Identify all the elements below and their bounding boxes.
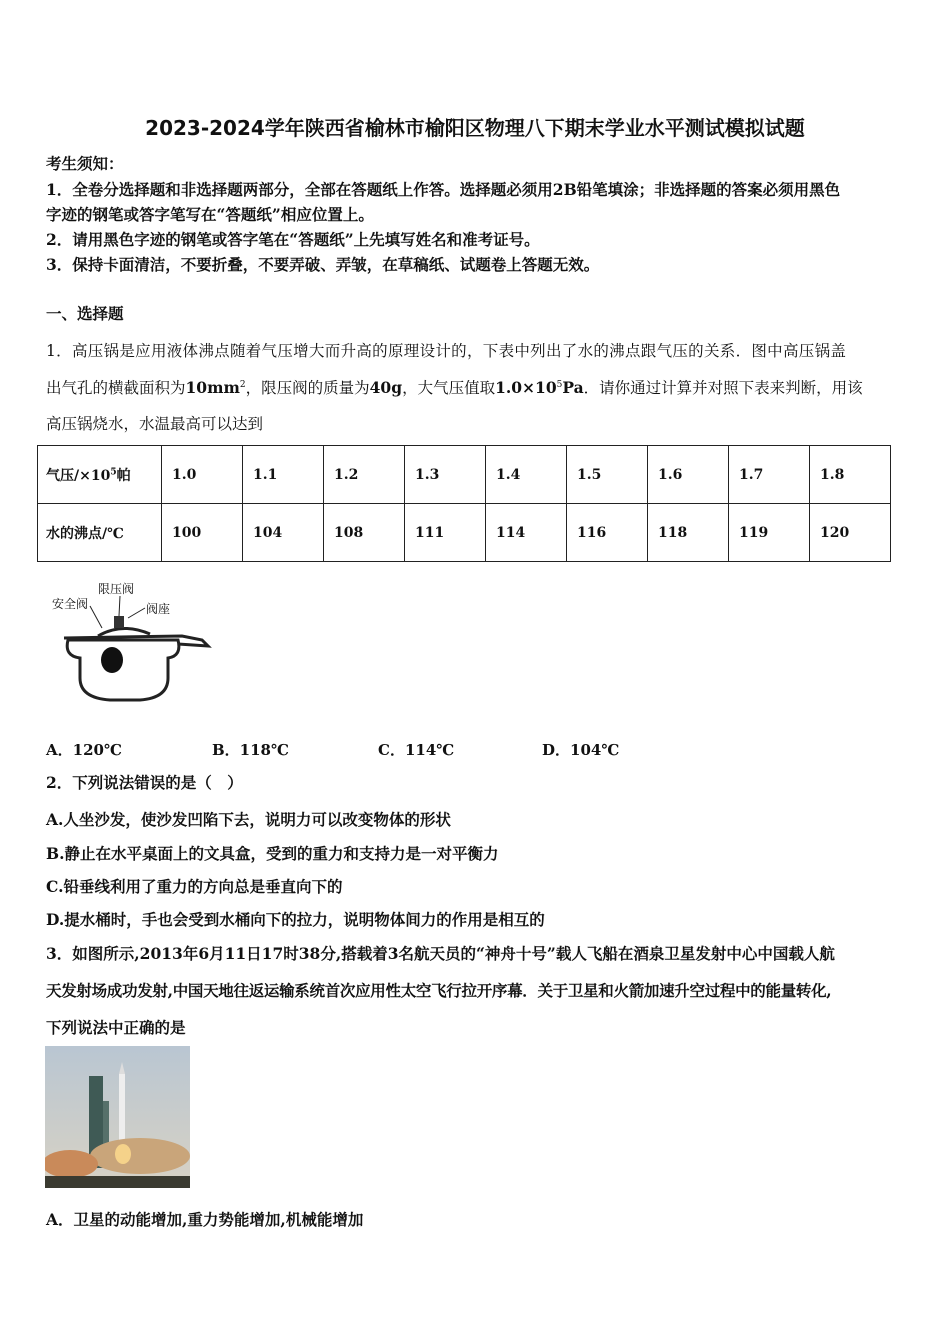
rocket-launch-icon	[45, 1046, 190, 1188]
cell: 116	[567, 504, 648, 562]
table-row	[38, 504, 891, 562]
cell: 119	[729, 504, 810, 562]
q1-stem-2	[46, 376, 863, 398]
cell: 1.2	[324, 446, 405, 504]
pressure-cooker-figure	[50, 578, 220, 708]
q2-option-b[interactable]: B.静止在水平桌面上的文具盒，受到的重力和支持力是一对平衡力	[46, 844, 499, 863]
text: ，限压阀的质量为	[245, 379, 370, 397]
rocket-launch-photo	[45, 1046, 190, 1188]
text: 帕	[116, 467, 131, 484]
cell: 1.5	[567, 446, 648, 504]
text: 出气孔的横截面积为	[46, 379, 186, 397]
pressure-value: 1.0×10	[495, 378, 557, 397]
cell: 1.8	[810, 446, 891, 504]
pressure-unit: Pa	[562, 378, 584, 397]
q1-stem: 1．高压锅是应用液体沸点随着气压增大而升高的原理设计的，下表中列出了水的沸点跟气压的关系．图中高压锅盖	[46, 342, 847, 360]
sup: 2	[239, 379, 246, 390]
q3-stem-2: 天发射场成功发射,中国天地往返运输系统首次应用性太空飞行拉开序幕．关于卫星和火箭加速升空过程中的能量转化,	[46, 981, 832, 1000]
cell: 108	[324, 504, 405, 562]
cell: 1.4	[486, 446, 567, 504]
q2-stem: 2．下列说法错误的是（ ）	[46, 773, 243, 792]
row-header: 水的沸点/℃	[38, 504, 162, 562]
q1-option-d[interactable]: D．104℃	[542, 741, 620, 759]
cell: 114	[486, 504, 567, 562]
q3-option-a[interactable]: A．卫星的动能增加,重力势能增加,机械能增加	[46, 1210, 364, 1229]
cell: 104	[243, 504, 324, 562]
q1-option-b[interactable]: B．118℃	[212, 741, 289, 759]
notice-item: 字迹的钢笔或答字笔写在“答题纸”相应位置上。	[46, 205, 374, 224]
q2-option-a[interactable]: A.人坐沙发，使沙发凹陷下去，说明力可以改变物体的形状	[46, 810, 451, 829]
cell: 100	[162, 504, 243, 562]
cell: 1.1	[243, 446, 324, 504]
text: ，大气压值取	[402, 379, 496, 397]
section-heading: 一、选择题	[46, 304, 124, 323]
mass-value: 40g	[369, 378, 403, 397]
cell: 118	[648, 504, 729, 562]
cell: 120	[810, 504, 891, 562]
q3-stem-3: 下列说法中正确的是	[46, 1018, 186, 1037]
text: 气压/×10	[46, 467, 111, 484]
q1-stem-3: 高压锅烧水，水温最高可以达到	[46, 415, 264, 433]
notice-heading: 考生须知：	[46, 154, 124, 173]
area-value: 10mm	[185, 378, 240, 397]
notice-item: 2．请用黑色字迹的钢笔或答字笔在“答题纸”上先填写姓名和准考证号。	[46, 230, 540, 249]
table-row	[38, 446, 891, 504]
label-valve-seat: 阀座	[146, 602, 171, 616]
sup: 5	[110, 466, 117, 477]
row-header	[38, 446, 162, 504]
sup: 5	[556, 379, 563, 390]
q1-option-c[interactable]: C．114℃	[378, 741, 455, 759]
notice-item: 3．保持卡面清洁，不要折叠，不要弄破、弄皱，在草稿纸、试题卷上答题无效。	[46, 255, 600, 274]
q3-stem: 3．如图所示,2013年6月11日17时38分,搭载着3名航天员的“神舟十号”载人飞船在酒泉卫星发射中心中国载人航	[46, 944, 835, 963]
label-limit-valve: 限压阀	[98, 582, 135, 596]
q1-option-a[interactable]: A．120℃	[46, 741, 122, 759]
label-safety-valve: 安全阀	[52, 597, 89, 611]
cell: 1.7	[729, 446, 810, 504]
cell: 1.3	[405, 446, 486, 504]
notice-item: 1．全卷分选择题和非选择题两部分，全部在答题纸上作答。选择题必须用2B铅笔填涂；非选择题的答案必须用黑色	[46, 180, 841, 199]
cell: 111	[405, 504, 486, 562]
page-title: 2023-2024学年陕西省榆林市榆阳区物理八下期末学业水平测试模拟试题	[145, 116, 805, 140]
text: ．请你通过计算并对照下表来判断，用该	[583, 379, 863, 397]
q2-option-d[interactable]: D.提水桶时，手也会受到水桶向下的拉力，说明物体间力的作用是相互的	[46, 910, 545, 929]
boiling-point-table	[37, 445, 891, 562]
cell: 1.0	[162, 446, 243, 504]
q2-option-c[interactable]: C.铅垂线利用了重力的方向总是垂直向下的	[46, 877, 343, 896]
cell: 1.6	[648, 446, 729, 504]
